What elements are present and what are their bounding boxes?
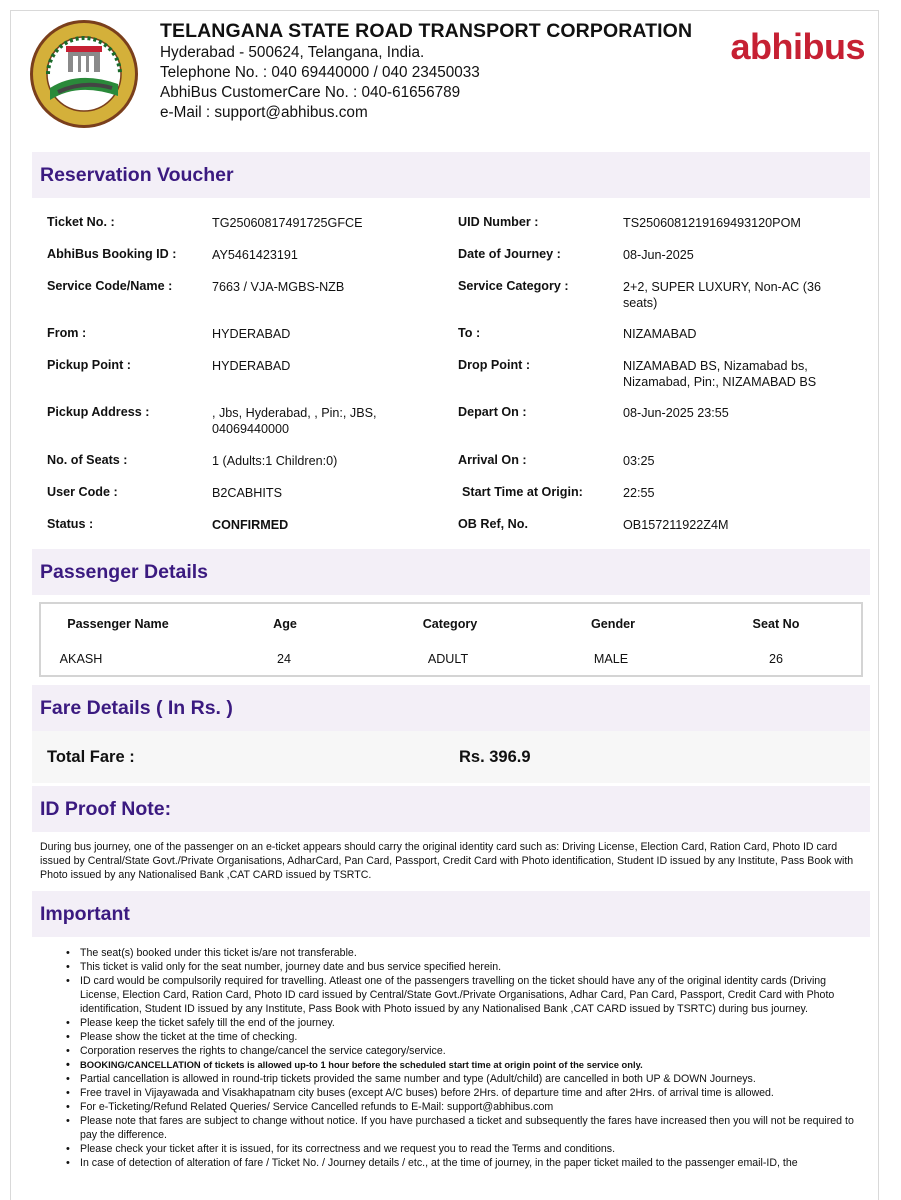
ticket-no-label: Ticket No. : xyxy=(47,215,115,229)
total-fare-label: Total Fare : xyxy=(47,748,135,766)
organization-header xyxy=(160,20,692,123)
uid-number-label: UID Number : xyxy=(458,215,539,229)
date-of-journey-value: 08-Jun-2025 xyxy=(623,248,694,262)
fare-details-heading: Fare Details ( In Rs. ) xyxy=(32,685,870,731)
age-header: Age xyxy=(273,617,297,631)
seat-no-header: Seat No xyxy=(752,617,800,631)
age-cell: 24 xyxy=(276,652,291,666)
no-of-seats-label: No. of Seats : xyxy=(47,453,128,467)
important-item: • Corporation reserves the rights to change/cancel the service category/service. xyxy=(66,1044,860,1058)
date-of-journey-label: Date of Journey : xyxy=(458,247,561,261)
id-proof-text: During bus journey, one of the passenger on an e-ticket appears should carry the original identity card such as: Driving License, Election Card, Ration Card, Photo ID card issued by Central/State Govt./Private Organisations, AdharCard, Pan Card, Passport, Credit Card with Photo identification, Student ID issued by any Institute, Pass Book with Photo issued by any Nationalised Bank ,CAT CARD issued by TSRTC. xyxy=(40,841,854,881)
arrival-on-label: Arrival On : xyxy=(458,453,527,467)
important-item: • Free travel in Vijayawada and Visakhapatnam city buses (except A/C buses) before 2Hrs. of departure time and after 2Hrs. of arrival time is allowed. xyxy=(66,1086,860,1100)
drop-point-label: Drop Point : xyxy=(458,358,531,372)
important-item: • The seat(s) booked under this ticket is/are not transferable. xyxy=(66,946,860,960)
tsrtc-emblem-icon xyxy=(28,18,140,130)
category-header: Category xyxy=(422,617,478,631)
fare-row xyxy=(32,731,870,783)
no-of-seats-value: 1 (Adults:1 Children:0) xyxy=(212,454,338,468)
to-value: NIZAMABAD xyxy=(623,327,697,341)
passenger-name-cell: AKASH xyxy=(59,652,103,666)
gender-cell: MALE xyxy=(593,652,629,666)
customer-care-number: AbhiBus CustomerCare No. : 040-61656789 xyxy=(160,84,461,101)
service-code-name-label: Service Code/Name : xyxy=(47,279,173,293)
drop-point-value: NIZAMABAD BS, Nizamabad bs, Nizamabad, Pin:, NIZAMABAD BS xyxy=(623,359,817,389)
reservation-voucher-heading: Reservation Voucher xyxy=(32,152,870,198)
user-code-value: B2CABHITS xyxy=(212,486,282,500)
ob-ref-no-label: OB Ref, No. xyxy=(458,517,528,531)
important-heading: Important xyxy=(32,891,870,937)
pickup-point-label: Pickup Point : xyxy=(47,358,131,372)
user-code-label: User Code : xyxy=(47,485,118,499)
gender-header: Gender xyxy=(590,617,636,631)
important-item: • This ticket is valid only for the seat number, journey date and bus service specified herein. xyxy=(66,960,860,974)
id-proof-heading: ID Proof Note: xyxy=(32,786,870,832)
important-item: • Partial cancellation is allowed in round-trip tickets provided the same number and type (Adult/child) are cancelled in both UP & DOWN Journeys. xyxy=(66,1072,860,1086)
from-value: HYDERABAD xyxy=(212,327,291,341)
depart-on-label: Depart On : xyxy=(458,405,527,419)
pickup-point-value: HYDERABAD xyxy=(212,359,291,373)
pickup-address-label: Pickup Address : xyxy=(47,405,150,419)
start-time-at-origin-value: 22:55 xyxy=(623,486,655,500)
arrival-on-value: 03:25 xyxy=(623,454,655,468)
important-item: • In case of detection of alteration of fare / Ticket No. / Journey details / etc., at the time of journey, in the paper ticket mailed to the passenger email-ID, the xyxy=(66,1156,860,1170)
organization-name: TELANGANA STATE ROAD TRANSPORT CORPORATION xyxy=(160,20,693,42)
important-item: • Please keep the ticket safely till the end of the journey. xyxy=(66,1016,860,1030)
from-label: From : xyxy=(47,326,87,340)
service-category-value: 2+2, SUPER LUXURY, Non-AC (36 seats) xyxy=(623,280,821,310)
important-item: • For e-Ticketing/Refund Related Queries/ Service Cancelled refunds to E-Mail: support@abhibus.com xyxy=(66,1100,860,1114)
category-cell: ADULT xyxy=(427,652,469,666)
abhibus-booking-id-label: AbhiBus Booking ID : xyxy=(47,247,177,261)
support-email: e-Mail : support@abhibus.com xyxy=(160,104,368,121)
passenger-name-header: Passenger Name xyxy=(67,617,169,631)
total-fare-value: Rs. 396.9 xyxy=(459,748,531,766)
abhibus-booking-id-value: AY5461423191 xyxy=(212,248,298,262)
passenger-details-heading: Passenger Details xyxy=(32,549,870,595)
important-item: • Please show the ticket at the time of checking. xyxy=(66,1030,860,1044)
important-item: • ID card would be compulsorily required for travelling. Atleast one of the passengers travelling on the ticket should have any of the original identity cards (Driving License, Election Card, Ration Card, Photo ID card issued by Central/State Govt./Private Organisations, Adhar Card, Pan Card, Passport, Credit Card with Photo identification, Student ID issued by any Institute, Pass Book with Photo issued by any Nationalised Bank ,CAT CARD issued by TSRTC) during bus journey. xyxy=(66,974,860,1016)
status-value: CONFIRMED xyxy=(212,518,289,532)
start-time-at-origin-label: Start Time at Origin: xyxy=(462,485,583,499)
organization-telephone: Telephone No. : 040 69440000 / 040 23450033 xyxy=(160,64,480,81)
status-label: Status : xyxy=(47,517,94,531)
important-item: • Please check your ticket after it is issued, for its correctness and we request you to read the Terms and conditions. xyxy=(66,1142,860,1156)
service-code-name-value: 7663 / VJA-MGBS-NZB xyxy=(212,280,345,294)
important-item: • BOOKING/CANCELLATION of tickets is allowed up-to 1 hour before the scheduled start time at origin point of the service only. xyxy=(66,1058,860,1072)
uid-number-value: TS2506081219169493120POM xyxy=(623,216,801,230)
pickup-address-value: , Jbs, Hyderabad, , Pin:, JBS, 04069440000 xyxy=(212,406,377,436)
ob-ref-no-value: OB157211922Z4M xyxy=(623,518,729,532)
passenger-table xyxy=(39,602,863,677)
depart-on-value: 08-Jun-2025 23:55 xyxy=(623,406,729,420)
important-item: • Please note that fares are subject to change without notice. If you have purchased a ticket and subsequently the fares have increased then you will not be required to pay the difference. xyxy=(66,1114,860,1142)
to-label: To : xyxy=(458,326,481,340)
important-list xyxy=(66,946,860,1170)
abhibus-logo: abhibus xyxy=(730,26,865,67)
seat-no-cell: 26 xyxy=(768,652,783,666)
ticket-no-value: TG25060817491725GFCE xyxy=(212,216,363,230)
organization-address: Hyderabad - 500624, Telangana, India. xyxy=(160,44,425,61)
service-category-label: Service Category : xyxy=(458,279,569,293)
